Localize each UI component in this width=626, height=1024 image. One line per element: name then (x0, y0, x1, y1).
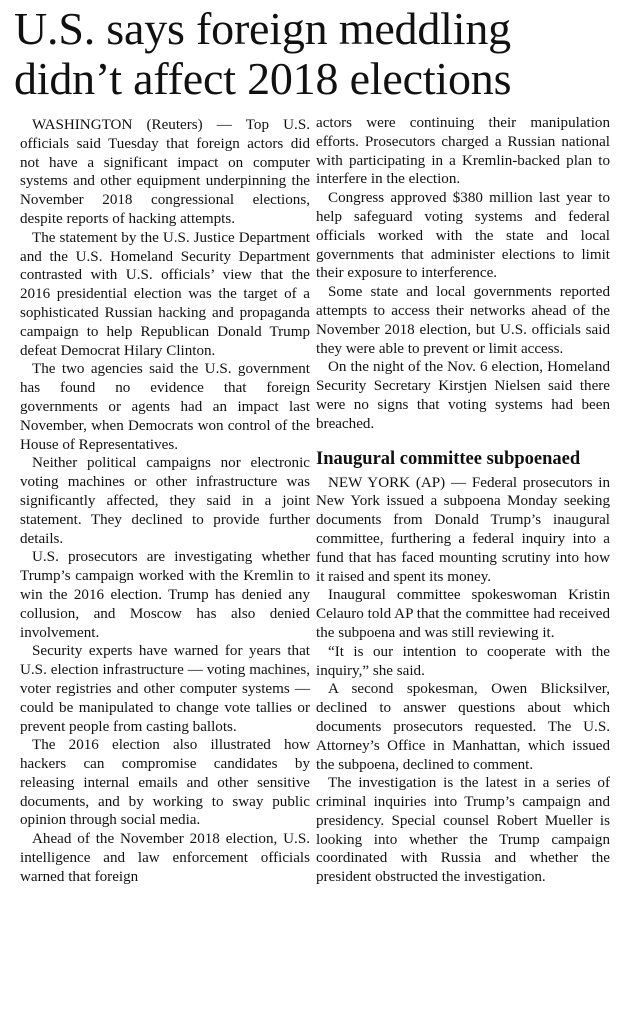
story2-paragraph-1 (316, 474, 610, 587)
story1-paragraph-2: The statement by the U.S. Justice Department and the U.S. Homeland Security Department contrasted with U.S. officials’ view that the 2016 presidential election was the target of a sophisticated Russian hacking and propaganda campaign to help Republican Donald Trump defeat Democrat Hilary Clinton. (20, 229, 310, 359)
left-column (20, 116, 310, 887)
story1-paragraph-7: The 2016 election also illustrated how hackers can compromise candidates by releasing internal emails and other sensitive documents, and by working to sway public opinion through social media. (20, 737, 310, 829)
story1-paragraph-10: Some state and local governments reported attempts to access their networks ahead of the November 2018 election, but U.S. officials said they were able to prevent or limit access. (316, 284, 610, 357)
story1-lead-text: Top U.S. officials said Tuesday that foreign actors did not have a significant impact on computer systems and other equipment underpinning the November 2018 congressional elections, despite reports of hacking attempts. (20, 117, 310, 227)
story2-paragraph-4: A second spokesman, Owen Blicksilver, declined to answer questions about which documents prosecutors requested. The U.S. Attorney’s Office in Manhattan, which issued the subpoena, declined to comment. (316, 681, 610, 773)
story1-paragraph-6: Security experts have warned for years that U.S. election infrastructure — voting machines, voter registries and other computer systems — could be manipulated to change vote tallies or prevent people from casting ballots. (20, 643, 310, 735)
headline-line-2: didn’t affect 2018 elections (14, 53, 512, 104)
story2-dateline: NEW YORK (AP) — (328, 474, 472, 491)
story1-dateline: WASHINGTON (Reuters) — (32, 117, 246, 133)
story1-paragraph-8: Ahead of the November 2018 election, U.S. intelligence and law enforcement officials warned that foreign (20, 831, 310, 885)
story1-paragraph-4: Neither political campaigns nor electronic voting machines or other infrastructure was significantly affected, they said in a joint statement. They declined to provide further details. (20, 455, 310, 547)
story1-paragraph-1 (20, 116, 310, 229)
headline-line-1: U.S. says foreign meddling (14, 3, 511, 54)
story1-paragraph-11: On the night of the Nov. 6 election, Homeland Security Secretary Kirstjen Nielsen said there were no signs that voting systems had been breached. (316, 359, 610, 432)
story1-paragraph-5: U.S. prosecutors are investigating whether Trump’s campaign worked with the Kremlin to win the 2016 election. Trump has denied any collusion, and Moscow has also denied involvement. (20, 549, 310, 641)
story1-paragraph-9: Congress approved $380 million last year to help safeguard voting systems and federal officials worked with the state and local governments that administer elections to limit their exposure to interference. (316, 190, 610, 282)
story2-subhead: Inaugural committee subpoenaed (316, 448, 581, 469)
story1-paragraph-3: The two agencies said the U.S. government has found no evidence that foreign governments or agents had an impact last November, when Democrats won control of the House of Representatives. (20, 361, 310, 453)
story2-lead-text: Federal prosecutors in New York issued a subpoena Monday seeking documents from Donald Trump’s inaugural committee, furthering a federal inquiry into a fund that has faced mounting scrutiny into how it raised and spent its money. (316, 474, 610, 585)
story2-paragraph-5: The investigation is the latest in a series of criminal inquiries into Trump’s campaign and presidency. Special counsel Robert Mueller is looking into whether the Trump campaign coordinated with Russia and whether the president obstructed the investigation. (316, 775, 610, 886)
right-column (316, 114, 610, 887)
headline (14, 4, 614, 104)
story2-paragraph-2: Inaugural committee spokeswoman Kristin Celauro told AP that the committee had received the subpoena and was still reviewing it. (316, 587, 610, 641)
story2-paragraph-3: “It is our intention to cooperate with the inquiry,” she said. (316, 643, 610, 679)
story1-paragraph-8-continued: actors were continuing their manipulation efforts. Prosecutors charged a Russian national with participating in a Kremlin-backed plan to interfere in the election. (316, 115, 610, 188)
